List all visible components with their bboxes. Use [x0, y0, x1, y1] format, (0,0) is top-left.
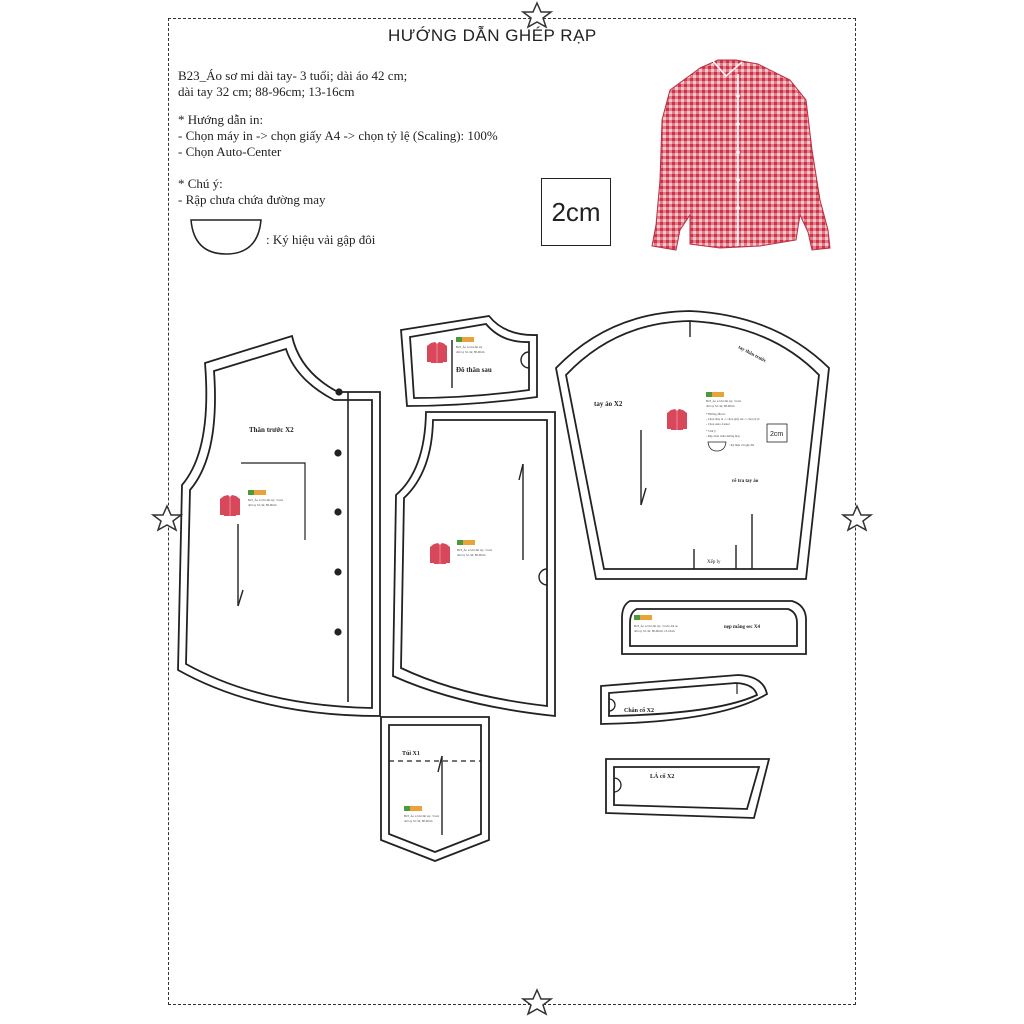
sleeve-bottom-label: Xếp ly: [707, 560, 721, 565]
print-step-2: - Chọn Auto-Center: [178, 144, 282, 159]
button-mark-icon: [334, 449, 341, 456]
print-step-1: - Chọn máy in -> chọn giấy A4 -> chọn tỷ lệ (Scaling): 100%: [178, 128, 498, 143]
grainline-arrow-icon: [519, 464, 523, 560]
grainline-arrow-icon: [238, 524, 243, 606]
grainline-arrow-icon: [641, 430, 646, 505]
svg-text:dài tay 32 cm; 88-96cm: dài tay 32 cm; 88-96cm: [248, 503, 277, 507]
notch-icon: [521, 352, 529, 368]
cuff-piece: [622, 601, 806, 654]
collar-stand-label: Chân cổ X2: [624, 708, 655, 714]
yoke-piece-label: Đô thân sau: [456, 366, 492, 374]
svg-text:* Hướng dẫn in:: * Hướng dẫn in:: [706, 412, 726, 416]
notch-icon: [539, 569, 547, 585]
pocket-label: Túi X1: [402, 751, 420, 757]
fold-symbol-icon: [708, 442, 726, 451]
svg-text:dài tay 32 cm; 88-96cm: dài tay 32 cm; 88-96cm: [457, 553, 486, 557]
collar-stand-piece: [601, 675, 767, 724]
svg-text:- Chọn Auto-Center: - Chọn Auto-Center: [706, 422, 730, 426]
star-marker-icon: [523, 3, 551, 27]
pocket-piece: [381, 717, 489, 861]
print-heading: * Hướng dẫn in:: [178, 112, 264, 127]
sleeve-top-label: tay thân trước: [737, 345, 767, 365]
star-marker-icon: [843, 506, 871, 530]
info-line-2: dài tay 32 cm; 88-96cm; 13-16cm: [178, 84, 355, 99]
notch-icon: [614, 778, 621, 792]
front-piece: [178, 336, 380, 716]
grainline-arrow-icon: [438, 756, 442, 835]
note-1: - Rập chưa chứa đường may: [178, 192, 326, 207]
svg-text:dài tay 32 cm; 88-96cm; 13-16c: dài tay 32 cm; 88-96cm; 13-16cm: [634, 629, 675, 633]
fold-symbol-label: : Ký hiệu vải gập đôi: [266, 232, 376, 247]
mini-scale-label: 2cm: [770, 431, 784, 438]
scale-label: 2cm: [551, 196, 601, 227]
shirt-photo: [652, 60, 830, 250]
yoke-piece: [401, 316, 537, 406]
note-heading: * Chú ý:: [178, 176, 223, 191]
svg-text:B23_Áo sơ mi dài tay- 3 tuổi: B23_Áo sơ mi dài tay- 3 tuổi: [404, 814, 440, 818]
svg-text:- Rập chưa chứa đường may: - Rập chưa chứa đường may: [706, 434, 741, 438]
star-marker-icon: [523, 990, 551, 1014]
svg-text:dài tay 32 cm; 88-96cm: dài tay 32 cm; 88-96cm: [706, 404, 735, 408]
svg-text:B23_Áo sơ mi dài tay- 3 tuổi: B23_Áo sơ mi dài tay- 3 tuổi: [706, 399, 742, 403]
svg-text:dài tay 32 cm; 88-96cm: dài tay 32 cm; 88-96cm: [456, 350, 485, 354]
cuff-piece-label: nẹp măng sec X4: [724, 625, 760, 630]
svg-text:dài tay 32 cm; 88-96cm: dài tay 32 cm; 88-96cm: [404, 819, 433, 823]
front-piece-label: Thân trước X2: [249, 426, 294, 434]
button-mark-icon: [334, 568, 341, 575]
sleeve-mid-label: rẽ tra tay áo: [732, 479, 759, 484]
sleeve-piece-label: tay áo X2: [594, 400, 623, 408]
svg-text:B23_Áo sơ mi dài tay- 3 tuổi: B23_Áo sơ mi dài tay- 3 tuổi: [457, 548, 493, 552]
button-mark-icon: [335, 388, 342, 395]
svg-text:- Chọn máy in -> chọn giấy A4: - Chọn máy in -> chọn giấy A4 -> chọn tỷ lệ: [706, 417, 760, 421]
svg-text:B23_Áo sơ mi dài tay- 3 tuổi;: B23_Áo sơ mi dài tay- 3 tuổi; dài áo: [634, 624, 678, 628]
svg-text:B23_Áo sơ mi dài tay- 3 tuổi: B23_Áo sơ mi dài tay- 3 tuổi: [248, 498, 284, 502]
star-marker-icon: [153, 506, 181, 530]
svg-text:B23_Áo sơ mi dài tay: B23_Áo sơ mi dài tay: [456, 345, 483, 349]
svg-text:* Chú ý:: * Chú ý:: [706, 429, 717, 433]
collar-label: LÁ cổ X2: [650, 774, 675, 780]
sleeve-piece: [556, 311, 829, 579]
back-piece: [393, 412, 555, 716]
collar-piece: [606, 759, 769, 818]
fold-symbol-icon: [191, 220, 261, 254]
page-title: HƯỚNG DẪN GHÉP RẠP: [388, 26, 597, 45]
info-line-1: B23_Áo sơ mi dài tay- 3 tuổi; dài áo 42 cm;: [178, 68, 408, 83]
svg-text:: Ký hiệu vải gập đôi: : Ký hiệu vải gập đôi: [729, 443, 755, 447]
button-mark-icon: [334, 628, 341, 635]
button-mark-icon: [334, 508, 341, 515]
